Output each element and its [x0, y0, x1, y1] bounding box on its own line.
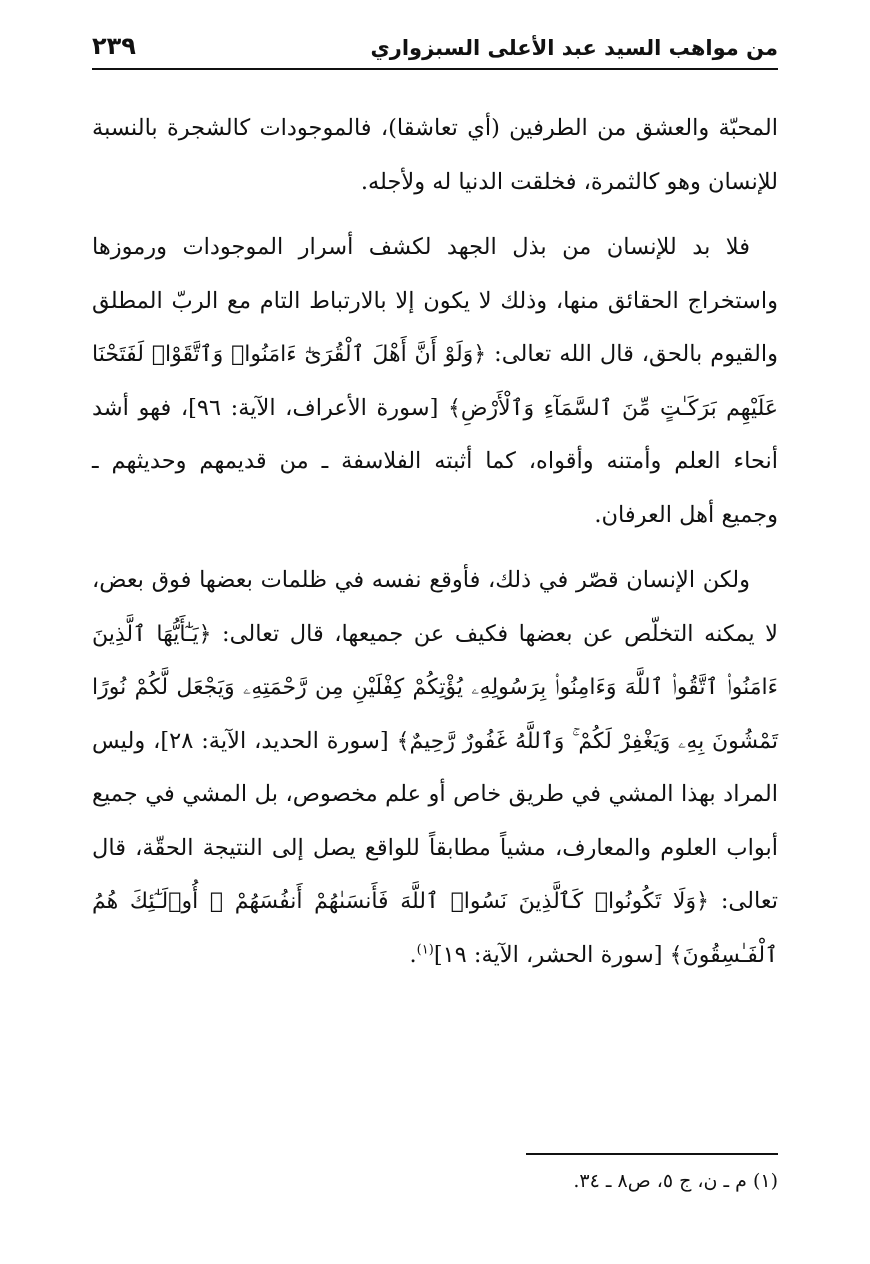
paragraph-3-text-b: [سورة الحديد، الآية: ٢٨]، وليس المراد بهذا المشي في طريق خاص أو علم مخصوص، بل المشي في جميع أبواب العلوم والمعارف، مشياً مطابقاً للواقع يصل إلى النتيجة الحقّة، قال تعالى:	[92, 727, 779, 914]
footnote-reference[interactable]: (١)	[416, 942, 434, 957]
paragraph-3-text-a: ولكن الإنسان قصّر في ذلك، فأوقع نفسه في ظلمات بعضها فوق بعض، لا يمكنه التخلّص عن بعضها فكيف عن جميعها، قال تعالى:	[92, 567, 778, 647]
paragraph-3-end: .	[409, 941, 417, 968]
paragraph-3-text-c: [سورة الحشر، الآية: ١٩]	[433, 941, 663, 968]
body-text	[92, 102, 778, 994]
page-header	[92, 30, 778, 70]
paragraph-3	[92, 554, 778, 982]
paragraph-1-text: المحبّة والعشق من الطرفين (أي تعاشقا)، فالموجودات كالشجرة بالنسبة للإنسان وهو كالثمرة، فخلقت الدنيا له ولأجله.	[92, 115, 778, 195]
paragraph-2	[92, 221, 778, 542]
header-divider	[92, 68, 778, 70]
page-number: ٢٣٩	[92, 32, 136, 60]
paragraph-2-text-b: [سورة الأعراف، الآية: ٩٦]، فهو أشد أنحاء العلم وأمتنه وأقواه، كما أثبته الفلاسفة ـ من قديمهم وحديثهم ـ وجميع أهل العرفان.	[92, 394, 778, 528]
quran-verse-hashr-19: ﴿وَلَا تَكُونُوا۟ كَٱلَّذِينَ نَسُوا۟ ٱللَّهَ فَأَنسَىٰهُمْ أَنفُسَهُمْ ۚ أُو۟لَـٰٓئِكَ هُمُ ٱلْفَـٰسِقُونَ﴾	[92, 889, 778, 968]
footnote: (١) م ـ ن، ج ٥، ص٨ ـ ٣٤.	[573, 1170, 778, 1192]
paragraph-1	[92, 102, 778, 209]
quran-verse-araf-96: ﴿وَلَوْ أَنَّ أَهْلَ ٱلْقُرَىٰٓ ءَامَنُوا۟ وَٱتَّقَوْا۟ لَفَتَحْنَا عَلَيْهِم بَرَكَـٰتٍ مِّنَ ٱلسَّمَآءِ وَٱلْأَرْضِ﴾	[92, 342, 778, 421]
quran-verse-hadid-28: ﴿يَـٰٓأَيُّهَا ٱلَّذِينَ ءَامَنُوا۟ ٱتَّقُوا۟ ٱللَّهَ وَءَامِنُوا۟ بِرَسُولِهِۦ يُؤْتِكُمْ كِفْلَيْنِ مِن رَّحْمَتِهِۦ وَيَجْعَل لَّكُمْ نُورًا تَمْشُونَ بِهِۦ وَيَغْفِرْ لَكُمْ ۚ وَٱللَّهُ غَفُورٌ رَّحِيمٌ﴾	[92, 621, 778, 754]
paragraph-2-text-a: فلا بد للإنسان من بذل الجهد لكشف أسرار الموجودات ورموزها واستخراج الحقائق منها، وذلك لا يكون إلا بالارتباط التام مع الربّ المطلق والقيوم بالحق، قال الله تعالى:	[92, 234, 778, 367]
running-title: من مواهب السيد عبد الأعلى السبزواري	[370, 36, 778, 60]
footnote-divider	[526, 1153, 778, 1155]
